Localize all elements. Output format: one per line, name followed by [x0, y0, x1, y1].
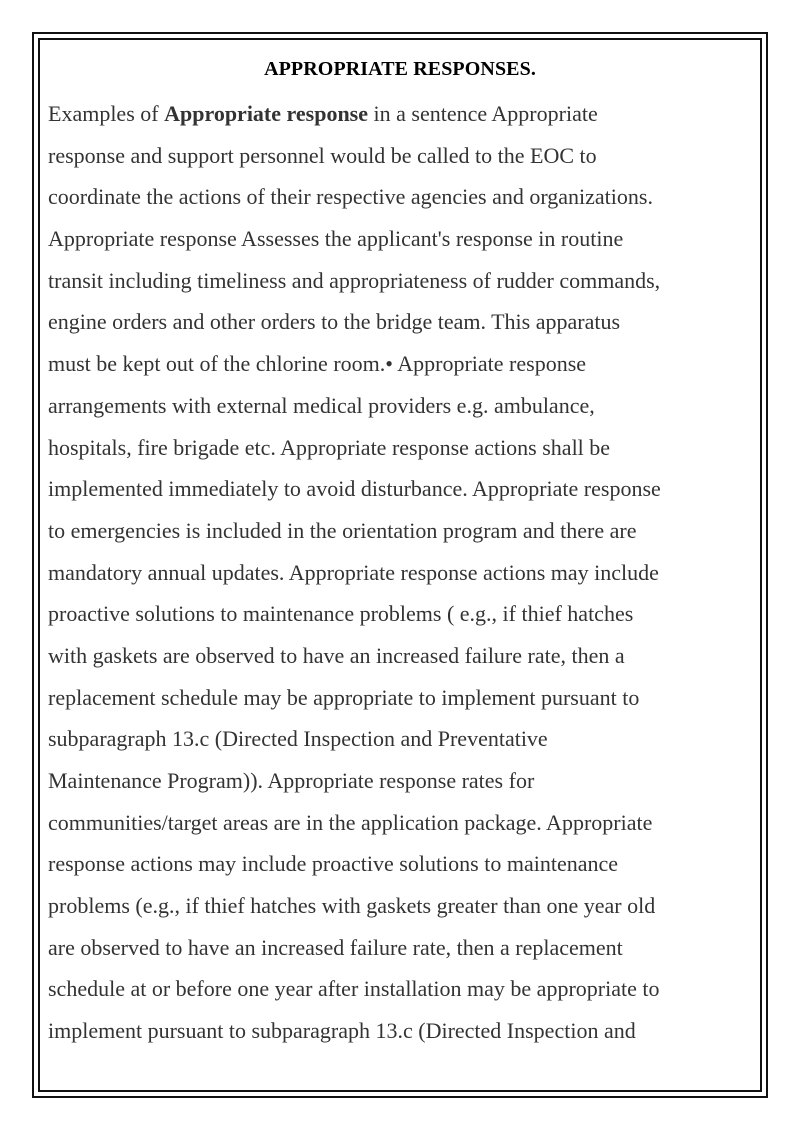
body-line: replacement schedule may be appropriate to implement pursuant to [48, 684, 640, 710]
body-line: proactive solutions to maintenance problems ( e.g., if thief hatches [48, 601, 634, 627]
body-line: transit including timeliness and appropriateness of rudder commands, [48, 267, 661, 293]
body-line: hospitals, fire brigade etc. Appropriate response actions shall be [48, 434, 611, 460]
body-line: response actions may include proactive solutions to maintenance [48, 851, 619, 877]
body-line: Appropriate response Assesses the applicant's response in routine [48, 226, 624, 252]
body-line: response and support personnel would be called to the EOC to [48, 142, 597, 168]
intro-suffix: in a sentence Appropriate [368, 101, 598, 126]
body-line: problems (e.g., if thief hatches with gaskets greater than one year old [48, 893, 656, 919]
document-body [48, 97, 748, 1056]
body-line: to emergencies is included in the orientation program and there are [48, 517, 637, 543]
body-line: communities/target areas are in the application package. Appropriate [48, 809, 653, 835]
body-line: Maintenance Program)). Appropriate response rates for [48, 768, 535, 793]
body-line: arrangements with external medical providers e.g. ambulance, [48, 392, 595, 418]
body-line: mandatory annual updates. Appropriate response actions may include [48, 559, 659, 585]
body-line: schedule at or before one year after installation may be appropriate to [48, 976, 660, 1002]
body-line: must be kept out of the chlorine room.• Appropriate response [48, 351, 587, 377]
body-line [48, 97, 748, 139]
document-title: APPROPRIATE RESPONSES. [264, 58, 536, 80]
body-line: implemented immediately to avoid disturbance. Appropriate response [48, 476, 661, 502]
body-line: implement pursuant to subparagraph 13.c (Directed Inspection and [48, 1018, 636, 1044]
body-line: engine orders and other orders to the bridge team. This apparatus [48, 309, 621, 335]
body-line: with gaskets are observed to have an increased failure rate, then a [48, 642, 625, 668]
intro-prefix: Examples of [48, 101, 165, 126]
intro-bold-term: Appropriate response [164, 101, 369, 126]
body-line: subparagraph 13.c (Directed Inspection and Preventative [48, 726, 548, 752]
body-line: are observed to have an increased failure rate, then a replacement [48, 934, 623, 960]
body-line: coordinate the actions of their respective agencies and organizations. [48, 184, 653, 210]
